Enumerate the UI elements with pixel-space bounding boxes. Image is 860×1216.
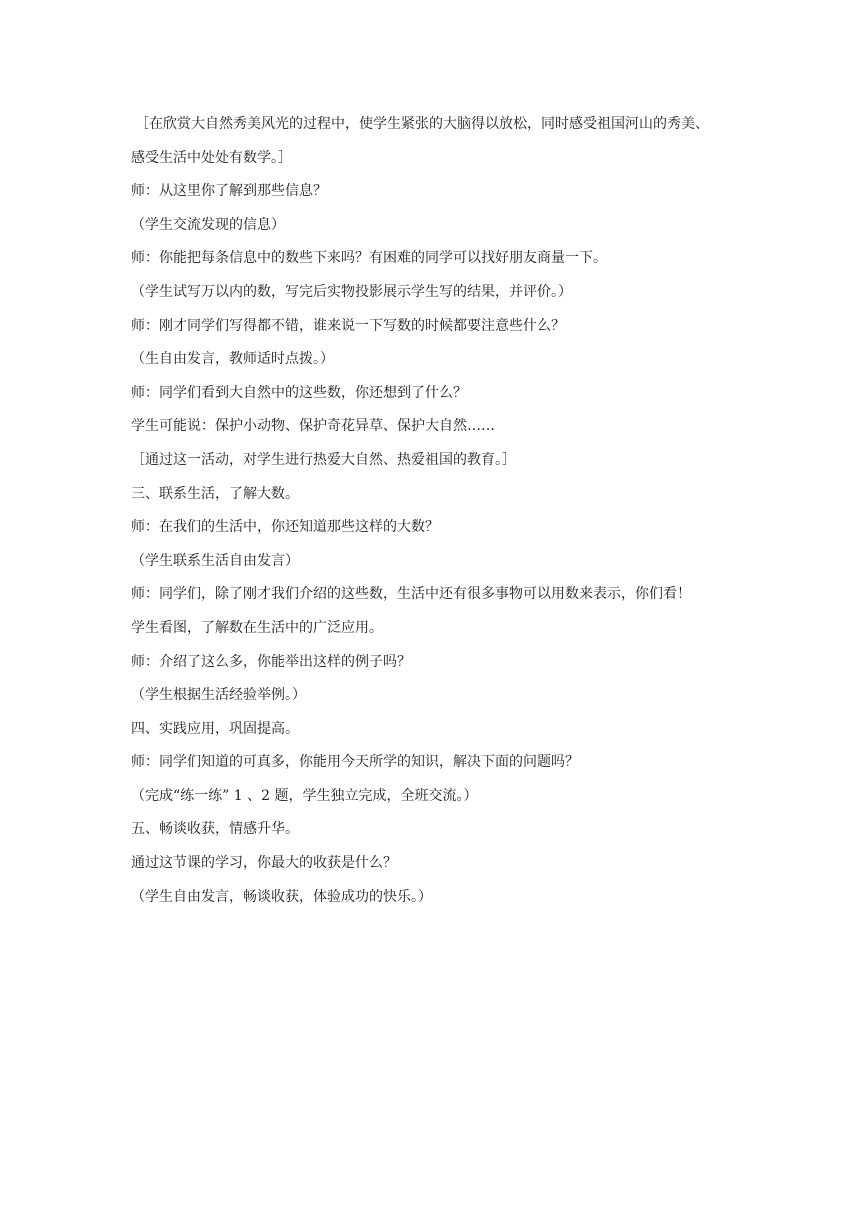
- section-heading: 四、实践应用，巩固提高。: [131, 720, 299, 737]
- teacher-line: 师：你能把每条信息中的数些下来吗？有困难的同学可以找好朋友商量一下。: [131, 250, 607, 267]
- student-note-line: （学生自由发言，畅谈收获，体验成功的快乐。）: [131, 888, 432, 905]
- question-line: 通过这节课的学习，你最大的收获是什么？: [131, 855, 397, 872]
- bracket-note-line: ［在欣赏大自然秀美风光的过程中，使学生紧张的大脑得以放松，同时感受祖国河山的秀美、: [135, 116, 709, 132]
- teacher-line: 师：同学们看到大自然中的这些数，你还想到了什么？: [131, 384, 467, 401]
- bracket-note-line: ［通过这一活动，对学生进行热爱大自然、热爱祖国的教育。］: [131, 451, 516, 468]
- teacher-line: 师：同学们，除了刚才我们介绍的这些数，生活中还有很多事物可以用数来表示，你们看！: [131, 586, 691, 603]
- student-line: 学生看图，了解数在生活中的广泛应用。: [131, 619, 383, 636]
- student-note-line: （学生根据生活经验举例。）: [131, 687, 306, 704]
- teacher-line: 师：在我们的生活中，你还知道那些这样的大数？: [131, 519, 439, 536]
- student-line: 学生可能说：保护小动物、保护奇花异草、保护大自然……: [131, 418, 495, 435]
- teacher-line: 师：介绍了这么多，你能举出这样的例子吗？: [131, 653, 411, 670]
- student-note-line: （生自由发言，教师适时点拨。）: [131, 351, 334, 368]
- section-heading: 五、畅谈收获，情感升华。: [131, 821, 299, 838]
- bracket-note-line: 感受生活中处处有数学。］: [131, 149, 292, 166]
- teacher-line: 师：同学们知道的可真多，你能用今天所学的知识，解决下面的问题吗？: [131, 754, 579, 771]
- teacher-line: 师：刚才同学们写得都不错，谁来说一下写数的时候都要注意些什么？: [131, 317, 565, 334]
- student-note-line: （学生试写万以内的数，写完后实物投影展示学生写的结果，并评价。）: [131, 283, 572, 300]
- student-note-line: （学生交流发现的信息）: [131, 216, 285, 233]
- teacher-line: 师：从这里你了解到那些信息？: [131, 183, 327, 200]
- student-note-line: （学生联系生活自由发言）: [131, 552, 299, 569]
- student-note-line: （完成“练一练” 1 、2 题，学生独立完成，全班交流。）: [131, 787, 478, 804]
- section-heading: 三、联系生活，了解大数。: [131, 485, 299, 502]
- document-body: [131, 108, 731, 914]
